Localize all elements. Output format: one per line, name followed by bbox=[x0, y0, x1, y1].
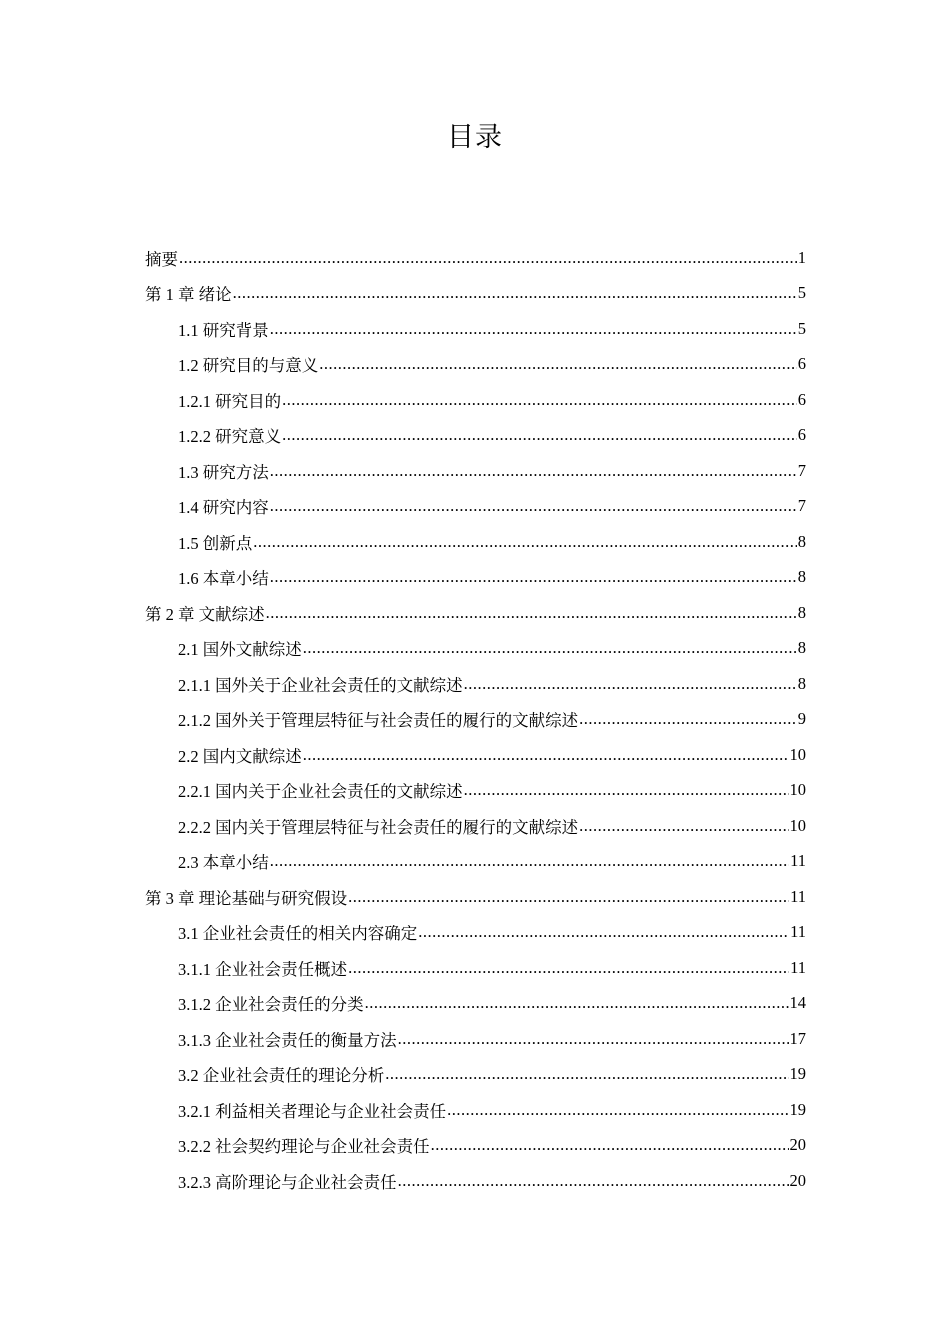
toc-entry-page: 8 bbox=[797, 638, 806, 657]
toc-leader-dots bbox=[270, 496, 797, 516]
toc-entry[interactable] bbox=[178, 560, 806, 595]
toc-entry-page: 20 bbox=[789, 1135, 806, 1154]
toc-leader-dots bbox=[579, 709, 797, 729]
toc-entry-page: 6 bbox=[797, 389, 806, 409]
toc-leader-dots bbox=[348, 958, 789, 978]
toc-leader-dots bbox=[398, 1029, 789, 1049]
toc-entry-label: 3.2 企业社会责任的理论分析 bbox=[178, 1066, 385, 1085]
toc-entry-label: 3.1.1 企业社会责任概述 bbox=[178, 959, 348, 979]
toc-entry-label: 2.2 国内文献综述 bbox=[178, 746, 302, 766]
toc-entry-page: 8 bbox=[797, 567, 806, 586]
toc-entry-label: 3.2.1 利益相关者理论与企业社会责任 bbox=[178, 1101, 447, 1121]
toc-entry-page: 11 bbox=[790, 851, 806, 870]
toc-entry-page: 19 bbox=[789, 1064, 806, 1083]
toc-entry-label: 3.2.2 社会契约理论与企业社会责任 bbox=[178, 1137, 430, 1156]
toc-leader-dots bbox=[270, 851, 789, 871]
toc-entry-label: 3.1.2 企业社会责任的分类 bbox=[178, 995, 364, 1014]
toc-entry-page: 6 bbox=[797, 354, 806, 373]
toc-entry-label: 1.2.2 研究意义 bbox=[178, 427, 282, 446]
toc-entry-label: 3.2.3 高阶理论与企业社会责任 bbox=[178, 1172, 397, 1192]
toc-entry-label: 2.2.2 国内关于管理层特征与社会责任的履行的文献综述 bbox=[178, 817, 579, 837]
toc-entry-page: 7 bbox=[797, 496, 806, 515]
toc-entry-label: 2.2.1 国内关于企业社会责任的文献综述 bbox=[178, 782, 463, 801]
toc-entry-page: 7 bbox=[797, 460, 806, 480]
toc-entry-page: 9 bbox=[797, 709, 806, 728]
toc-leader-dots bbox=[303, 745, 789, 765]
toc-leader-dots bbox=[464, 780, 789, 800]
toc-entry-page: 8 bbox=[797, 531, 806, 551]
toc-entry-page: 5 bbox=[797, 318, 806, 338]
toc-entry-page: 8 bbox=[797, 673, 806, 693]
toc-entry-label: 2.1.2 国外关于管理层特征与社会责任的履行的文献综述 bbox=[178, 711, 579, 730]
toc-entry-page: 19 bbox=[789, 1099, 806, 1119]
toc-leader-dots bbox=[282, 425, 797, 445]
toc-entry[interactable] bbox=[178, 1128, 806, 1163]
toc-entry[interactable] bbox=[145, 276, 806, 311]
toc-entry-page: 11 bbox=[790, 957, 806, 977]
toc-entry[interactable] bbox=[178, 1057, 806, 1092]
toc-entry[interactable] bbox=[178, 524, 806, 559]
toc-leader-dots bbox=[447, 1100, 788, 1120]
toc-entry[interactable] bbox=[178, 1163, 806, 1198]
toc-entry-label: 第 3 章 理论基础与研究假设 bbox=[145, 888, 348, 908]
toc-entry-label: 3.1 企业社会责任的相关内容确定 bbox=[178, 924, 418, 943]
toc-entry[interactable] bbox=[178, 844, 806, 879]
toc-entry[interactable] bbox=[178, 737, 806, 772]
toc-entry-page: 1 bbox=[797, 247, 806, 267]
toc-entry-label: 2.3 本章小结 bbox=[178, 853, 269, 872]
toc-leader-dots bbox=[253, 532, 797, 552]
toc-entry[interactable] bbox=[178, 631, 806, 666]
toc-leader-dots bbox=[418, 922, 789, 942]
toc-entry-page: 8 bbox=[797, 602, 806, 622]
toc-entry-page: 20 bbox=[789, 1170, 806, 1190]
toc-entry[interactable] bbox=[178, 950, 806, 985]
toc-entry-label: 1.2 研究目的与意义 bbox=[178, 356, 319, 375]
toc-entry-label: 第 2 章 文献综述 bbox=[145, 604, 265, 624]
toc-entry-page: 11 bbox=[790, 886, 806, 906]
toc-leader-dots bbox=[385, 1064, 788, 1084]
toc-leader-dots bbox=[270, 319, 797, 339]
toc-entry-page: 17 bbox=[789, 1028, 806, 1048]
toc-leader-dots bbox=[464, 674, 797, 694]
toc-entry-label: 1.3 研究方法 bbox=[178, 462, 269, 482]
toc-leader-dots bbox=[579, 816, 788, 836]
toc-leader-dots bbox=[270, 461, 797, 481]
toc-entry[interactable] bbox=[178, 666, 806, 701]
toc-entry[interactable] bbox=[178, 347, 806, 382]
toc-entry-label: 1.6 本章小结 bbox=[178, 569, 269, 588]
toc-entry-page: 10 bbox=[789, 815, 806, 835]
toc-entry[interactable] bbox=[178, 808, 806, 843]
toc-entry-label: 第 1 章 绪论 bbox=[145, 285, 232, 304]
toc-leader-dots bbox=[398, 1171, 789, 1191]
toc-entry[interactable] bbox=[178, 702, 806, 737]
toc-entry[interactable] bbox=[178, 773, 806, 808]
toc-entry[interactable] bbox=[178, 382, 806, 417]
toc-entry-label: 2.1 国外文献综述 bbox=[178, 640, 302, 659]
toc-entry[interactable] bbox=[178, 453, 806, 488]
page-title: 目录 bbox=[447, 122, 503, 153]
toc-leader-dots bbox=[319, 354, 797, 374]
toc-leader-dots bbox=[266, 603, 797, 623]
toc-entry-label: 2.1.1 国外关于企业社会责任的文献综述 bbox=[178, 675, 463, 695]
toc-leader-dots bbox=[179, 248, 797, 268]
toc-entry-label: 1.4 研究内容 bbox=[178, 498, 269, 517]
toc-entry-label: 1.1 研究背景 bbox=[178, 320, 269, 340]
toc-entry-label: 3.1.3 企业社会责任的衡量方法 bbox=[178, 1030, 397, 1050]
toc-entry[interactable] bbox=[145, 240, 806, 275]
toc-entry-page: 14 bbox=[789, 993, 806, 1012]
toc-entry-page: 5 bbox=[797, 283, 806, 302]
toc-entry[interactable] bbox=[178, 986, 806, 1021]
toc-entry[interactable] bbox=[178, 418, 806, 453]
toc-leader-dots bbox=[365, 993, 789, 1013]
toc-entry[interactable] bbox=[178, 311, 806, 346]
toc-entry[interactable] bbox=[178, 1021, 806, 1056]
toc-leader-dots bbox=[282, 390, 797, 410]
toc-entry-label: 摘要 bbox=[145, 249, 178, 269]
toc-leader-dots bbox=[303, 638, 797, 658]
toc-entry[interactable] bbox=[178, 915, 806, 950]
toc-entry[interactable] bbox=[145, 595, 806, 630]
toc-leader-dots bbox=[348, 887, 789, 907]
toc-entry[interactable] bbox=[178, 489, 806, 524]
toc-entry-page: 11 bbox=[790, 922, 806, 941]
toc-entry-page: 6 bbox=[797, 425, 806, 444]
toc-entry[interactable] bbox=[145, 879, 806, 914]
toc-entry-page: 10 bbox=[789, 744, 806, 764]
toc-entry-page: 10 bbox=[789, 780, 806, 799]
toc-leader-dots bbox=[431, 1135, 789, 1155]
toc-entry-label: 1.2.1 研究目的 bbox=[178, 391, 282, 411]
toc-entry[interactable] bbox=[178, 1092, 806, 1127]
toc-leader-dots bbox=[270, 567, 797, 587]
toc-leader-dots bbox=[233, 283, 797, 303]
toc-entry-label: 1.5 创新点 bbox=[178, 533, 253, 553]
